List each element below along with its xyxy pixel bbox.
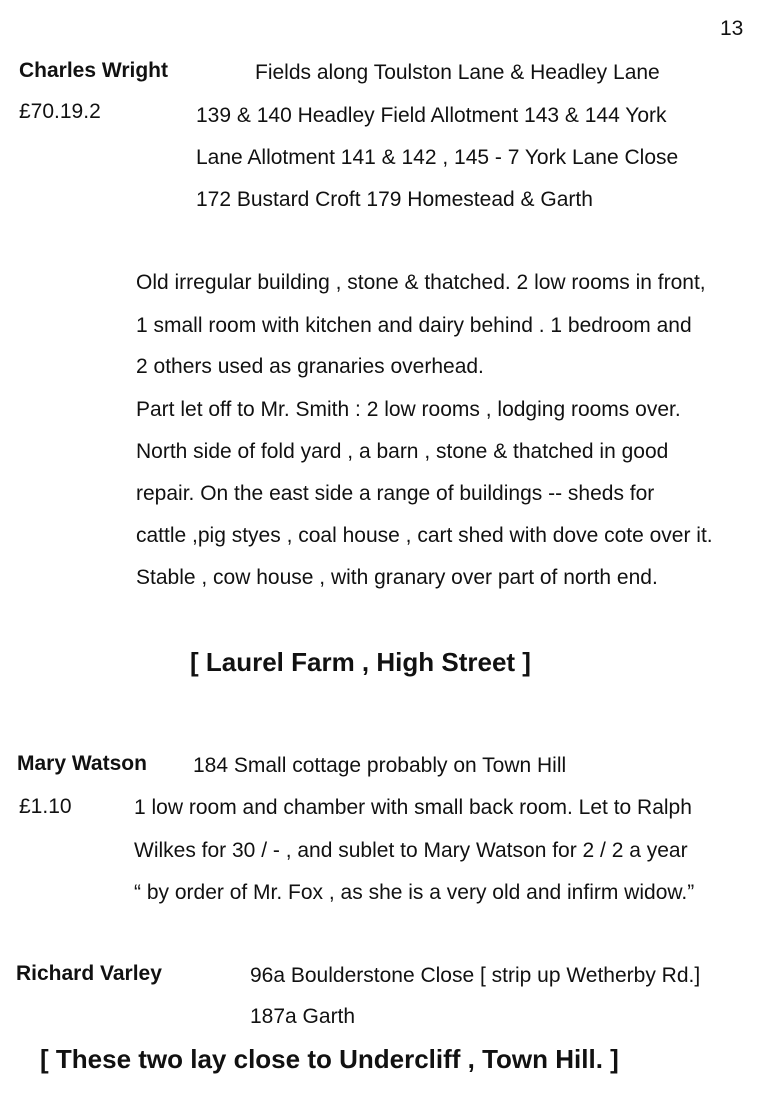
entry1-description-line: repair. On the east side a range of buildings -- sheds for bbox=[136, 482, 655, 505]
entry1-field-line: 172 Bustard Croft 179 Homestead & Garth bbox=[196, 188, 593, 211]
entry1-name: Charles Wright bbox=[19, 59, 168, 82]
entry2-line: “ by order of Mr. Fox , as she is a very old and infirm widow.” bbox=[134, 881, 695, 904]
entry1-description-line: cattle ,pig styes , coal house , cart shed with dove cote over it. bbox=[136, 524, 713, 547]
entry1-description-line: 2 others used as granaries overhead. bbox=[136, 355, 484, 378]
entry1-description-line: North side of fold yard , a barn , stone & thatched in good bbox=[136, 440, 669, 463]
entry3-line: 96a Boulderstone Close [ strip up Wetherby Rd.] bbox=[250, 964, 701, 987]
entry1-description-line: Old irregular building , stone & thatched. 2 low rooms in front, bbox=[136, 271, 706, 294]
section-heading-laurel-farm: [ Laurel Farm , High Street ] bbox=[190, 647, 531, 677]
section-heading-undercliff: [ These two lay close to Undercliff , Town Hill. ] bbox=[40, 1044, 619, 1074]
entry1-fields-heading: Fields along Toulston Lane & Headley Lane bbox=[255, 61, 660, 84]
entry3-line: 187a Garth bbox=[250, 1005, 356, 1028]
entry1-description-line: Stable , cow house , with granary over part of north end. bbox=[136, 566, 658, 589]
entry1-description-line: Part let off to Mr. Smith : 2 low rooms , lodging rooms over. bbox=[136, 398, 681, 421]
page-number: 13 bbox=[720, 17, 744, 40]
entry2-line: 184 Small cottage probably on Town Hill bbox=[193, 754, 567, 777]
entry1-amount: £70.19.2 bbox=[19, 100, 101, 123]
entry1-description-line: 1 small room with kitchen and dairy behind . 1 bedroom and bbox=[136, 314, 692, 337]
entry2-line: 1 low room and chamber with small back room. Let to Ralph bbox=[134, 796, 692, 819]
entry2-amount: £1.10 bbox=[19, 795, 72, 818]
entry2-line: Wilkes for 30 / - , and sublet to Mary Watson for 2 / 2 a year bbox=[134, 839, 688, 862]
entry1-field-line: 139 & 140 Headley Field Allotment 143 & 144 York bbox=[196, 104, 667, 127]
entry1-field-line: Lane Allotment 141 & 142 , 145 - 7 York Lane Close bbox=[196, 146, 679, 169]
entry3-name: Richard Varley bbox=[16, 962, 162, 985]
entry2-name: Mary Watson bbox=[17, 752, 147, 775]
